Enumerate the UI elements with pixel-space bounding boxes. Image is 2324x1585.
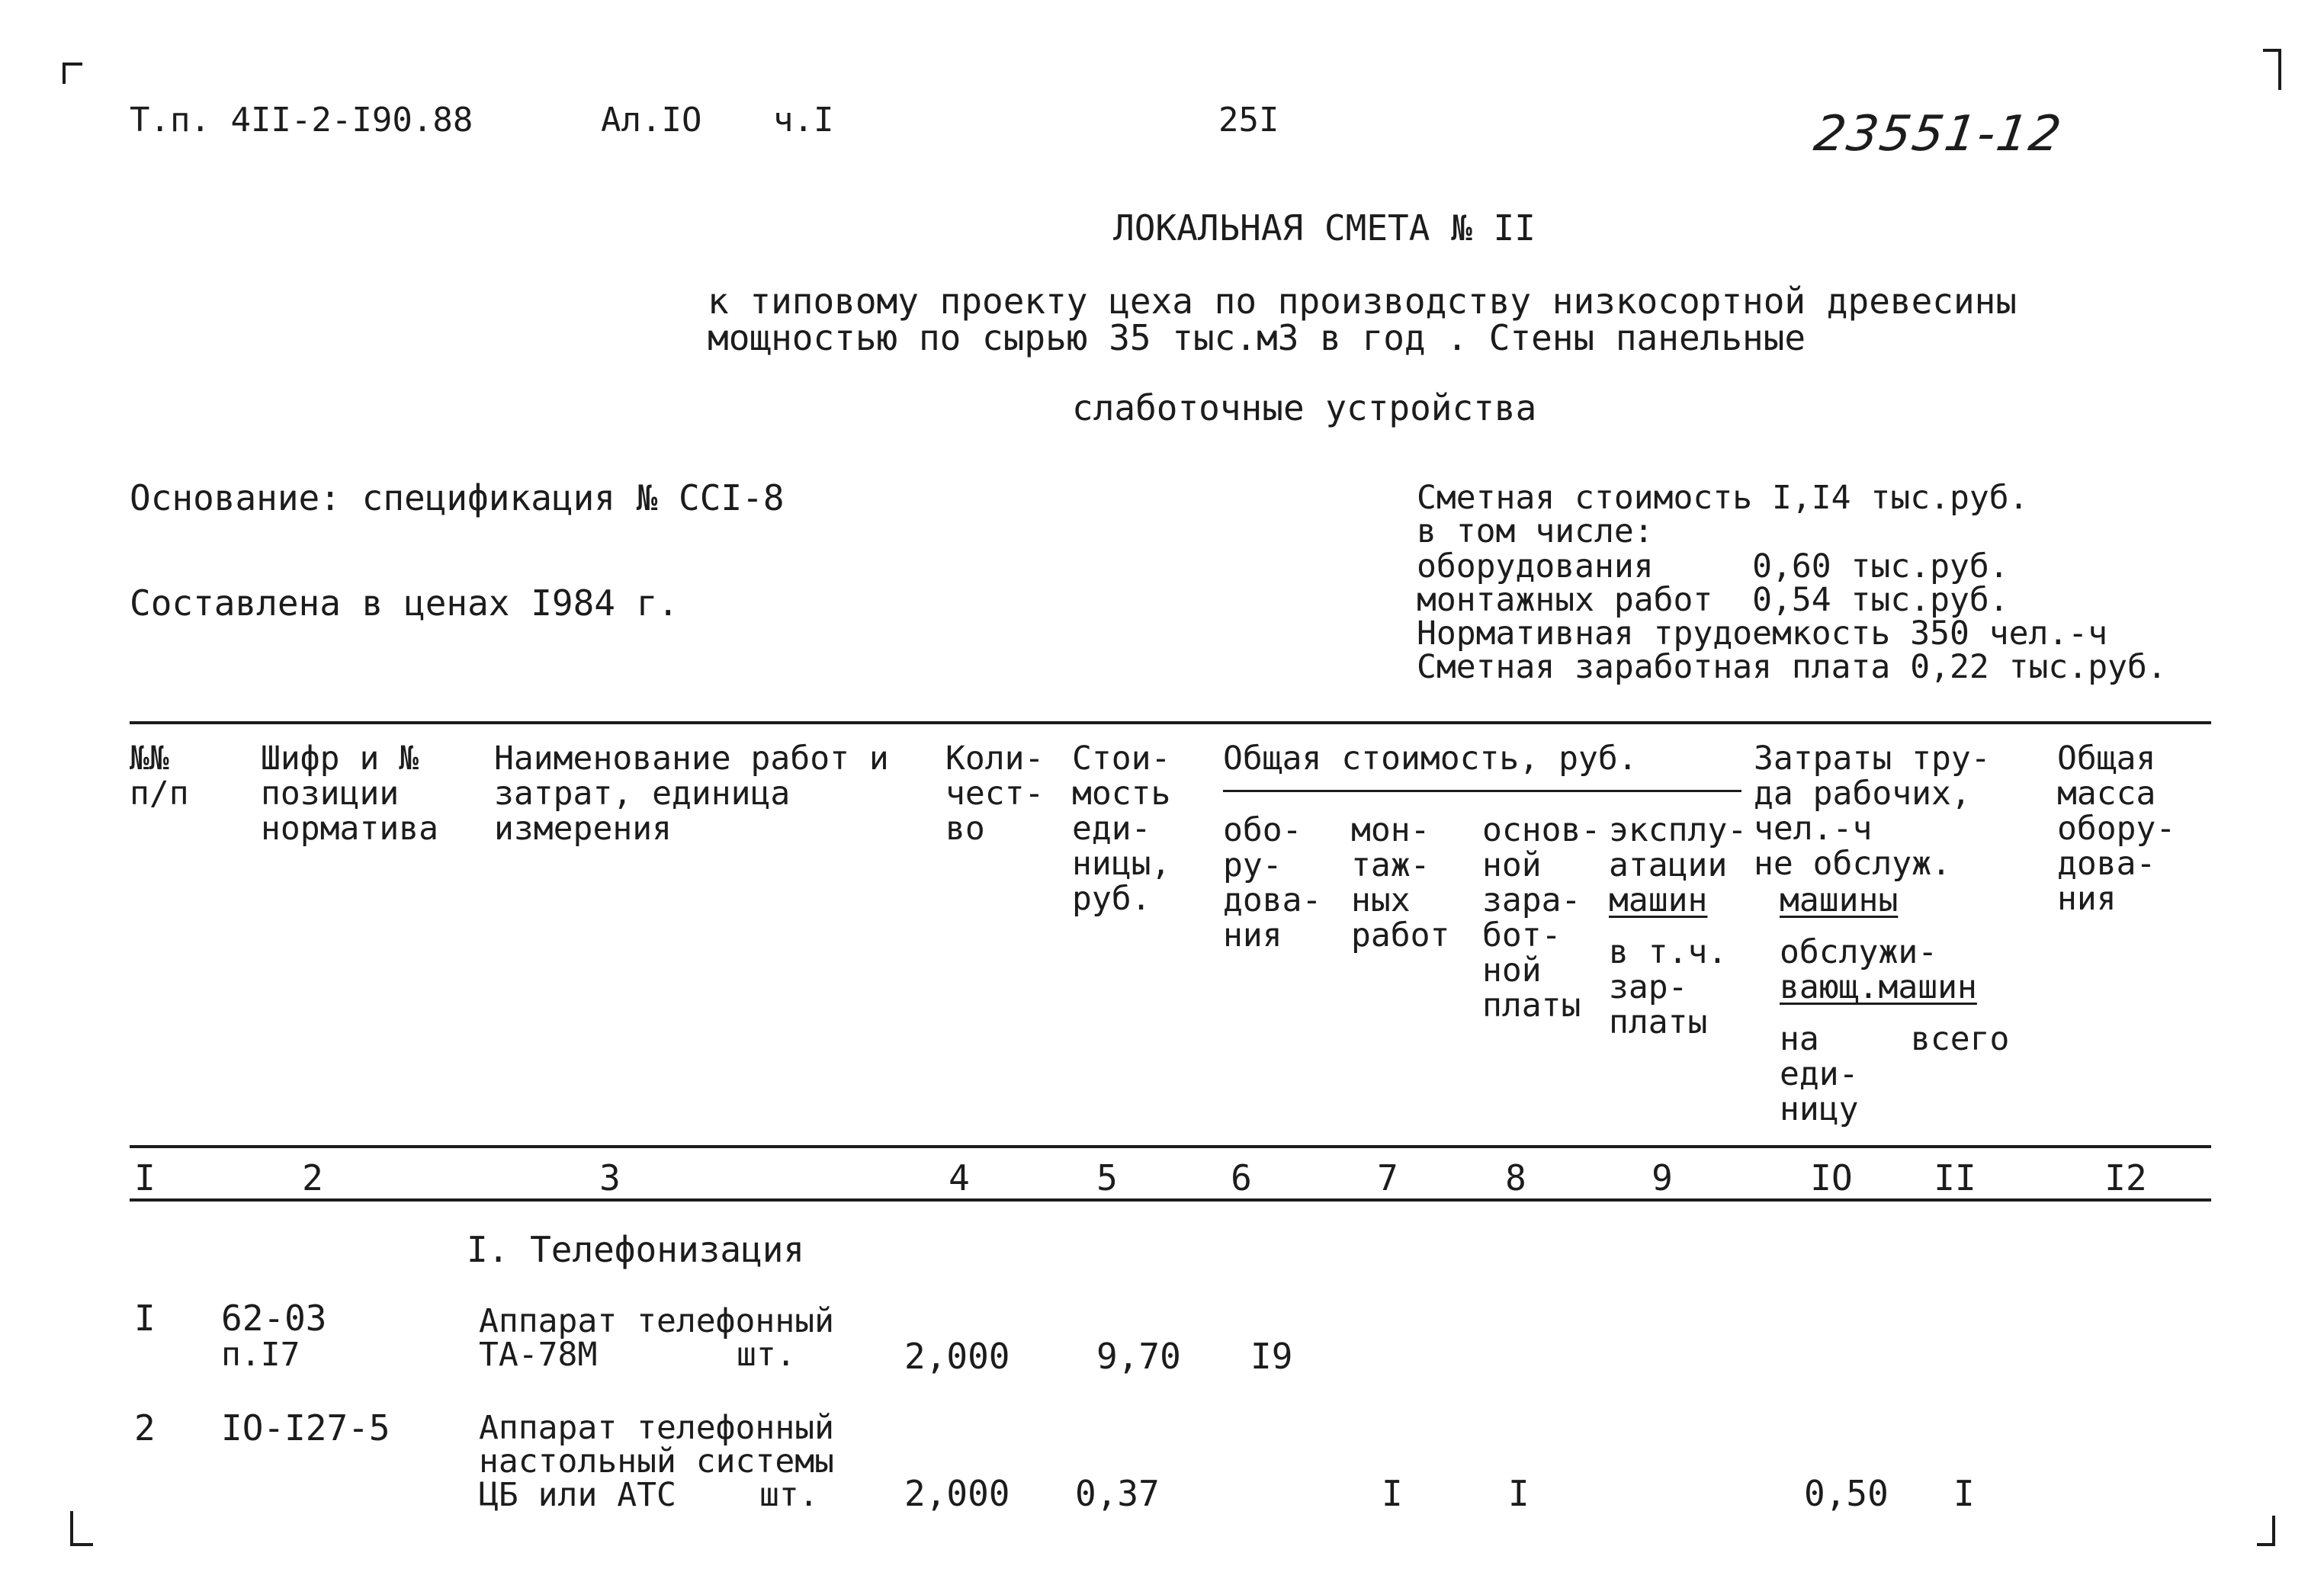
summary-installation: монтажных работ 0,54 тыс.руб. [1417, 581, 2009, 619]
header-installation: мон- таж- ных работ [1351, 811, 1450, 955]
subtitle-line-1: к типовому проекту цеха по производству низкосортной древесины [708, 281, 2017, 322]
page-number: 25I [1218, 101, 1279, 140]
corner-mark-bottom-right [2257, 1516, 2275, 1546]
row-number: 2 [134, 1407, 156, 1449]
header-labor-total: всего [1911, 1020, 2010, 1058]
header-machine-wages: в т.ч. зар- платы [1609, 933, 1728, 1041]
header-labor-per-unit: на еди- ницу [1780, 1020, 1859, 1128]
column-number: 5 [1096, 1157, 1118, 1198]
header-bottom-rule [130, 1145, 2211, 1148]
row-code: IO-I27-5 [221, 1407, 390, 1449]
row-unit-cost: 0,37 [1075, 1473, 1160, 1514]
basis-specification: Основание: спецификация № CCI-8 [130, 477, 785, 518]
part-number: ч.I [773, 101, 834, 140]
header-machine-operation-machines: машин [1609, 881, 1708, 919]
summary-including: в том числе: [1417, 512, 1654, 550]
stamp-number: 23551-12 [1810, 106, 2066, 162]
column-number: 3 [599, 1157, 621, 1198]
row-quantity: 2,000 [904, 1473, 1010, 1514]
column-number: 2 [302, 1157, 323, 1198]
row-unit-cost: 9,70 [1096, 1336, 1181, 1377]
header-name: Наименование работ и затрат, единица измерения [494, 740, 889, 848]
header-quantity: Коли- чест- во [945, 740, 1045, 848]
album-number: Ал.IO [601, 101, 702, 140]
summary-equipment: оборудования 0,60 тыс.руб. [1417, 547, 2009, 586]
header-labor-machines: машины [1780, 881, 1899, 919]
row-installation-cost: I [1382, 1473, 1403, 1514]
header-unit-cost: Стои- мость еди- ницы, руб. [1072, 740, 1171, 918]
summary-total-cost: Сметная стоимость I,I4 тыс.руб. [1417, 479, 2029, 517]
header-group-labor: Затраты тру- да рабочих, чел.-ч не обслуж. [1754, 740, 1991, 883]
summary-labor-hours: Нормативная трудоемкость 350 чел.-ч [1417, 614, 2108, 653]
corner-mark-top-right [2263, 49, 2281, 90]
project-code: Т.п. 4II-2-I90.88 [130, 101, 473, 140]
row-quantity: 2,000 [904, 1336, 1010, 1377]
row-code: 62-03 [221, 1298, 327, 1339]
header-total-mass: Общая масса обору- дова- ния [2057, 740, 2176, 918]
basis-price-level: Составлена в ценах I984 г. [130, 582, 679, 624]
subtitle-line-3: слаботочные устройства [1072, 387, 1537, 428]
column-number: 7 [1377, 1157, 1398, 1198]
table-top-rule [130, 721, 2211, 724]
corner-mark-bottom-left [70, 1511, 93, 1546]
header-labor-serving: обслужи- [1780, 933, 1938, 971]
header-machine-operation: эксплу- атации [1609, 811, 1748, 884]
summary-wages: Сметная заработная плата 0,22 тыс.руб. [1417, 648, 2167, 686]
corner-mark-top-left [63, 63, 82, 84]
header-group-cost-rule [1223, 790, 1741, 792]
header-labor-serving-machines: вающ.машин [1780, 968, 1977, 1006]
row-code-item: п.I7 [221, 1336, 300, 1374]
row-name-line-3: ЦБ или АТС [479, 1476, 676, 1514]
column-number: I2 [2104, 1157, 2147, 1198]
section-title: I. Телефонизация [467, 1229, 805, 1270]
column-number: 6 [1231, 1157, 1252, 1198]
row-name: Аппарат телефонный [479, 1409, 834, 1447]
column-number: 8 [1505, 1157, 1526, 1198]
row-base-wages: I [1508, 1473, 1530, 1514]
row-unit: шт. [737, 1336, 796, 1374]
column-number: 4 [949, 1157, 970, 1198]
header-row-number: №№ п/п [130, 740, 189, 813]
column-number: I [134, 1157, 156, 1198]
column-number: 9 [1652, 1157, 1673, 1198]
row-labor-total: I [1953, 1473, 1975, 1514]
row-unit: шт. [759, 1476, 819, 1514]
subtitle-line-2: мощностью по сырью 35 тыс.м3 в год . Стены панельные [708, 317, 1806, 358]
row-name-line-2: настольный системы [479, 1442, 834, 1481]
header-group-total-cost: Общая стоимость, руб. [1223, 740, 1638, 778]
column-number: II [1934, 1157, 1976, 1198]
row-name: Аппарат телефонный [479, 1302, 834, 1340]
column-numbers-rule [130, 1198, 2211, 1202]
header-code: Шифр и № позиции норматива [261, 740, 438, 848]
row-number: I [134, 1298, 156, 1339]
row-equipment-cost: I9 [1250, 1336, 1293, 1377]
header-base-wages: основ- ной зара- бот- ной платы [1482, 811, 1601, 1025]
row-labor-per-unit: 0,50 [1804, 1473, 1889, 1514]
document-heading: ЛОКАЛЬНАЯ СМЕТА № II [1113, 207, 1536, 249]
header-equipment: обо- ру- дова- ния [1223, 811, 1322, 955]
row-name-model: ТА-78М [479, 1336, 598, 1374]
column-number: IO [1810, 1157, 1853, 1198]
